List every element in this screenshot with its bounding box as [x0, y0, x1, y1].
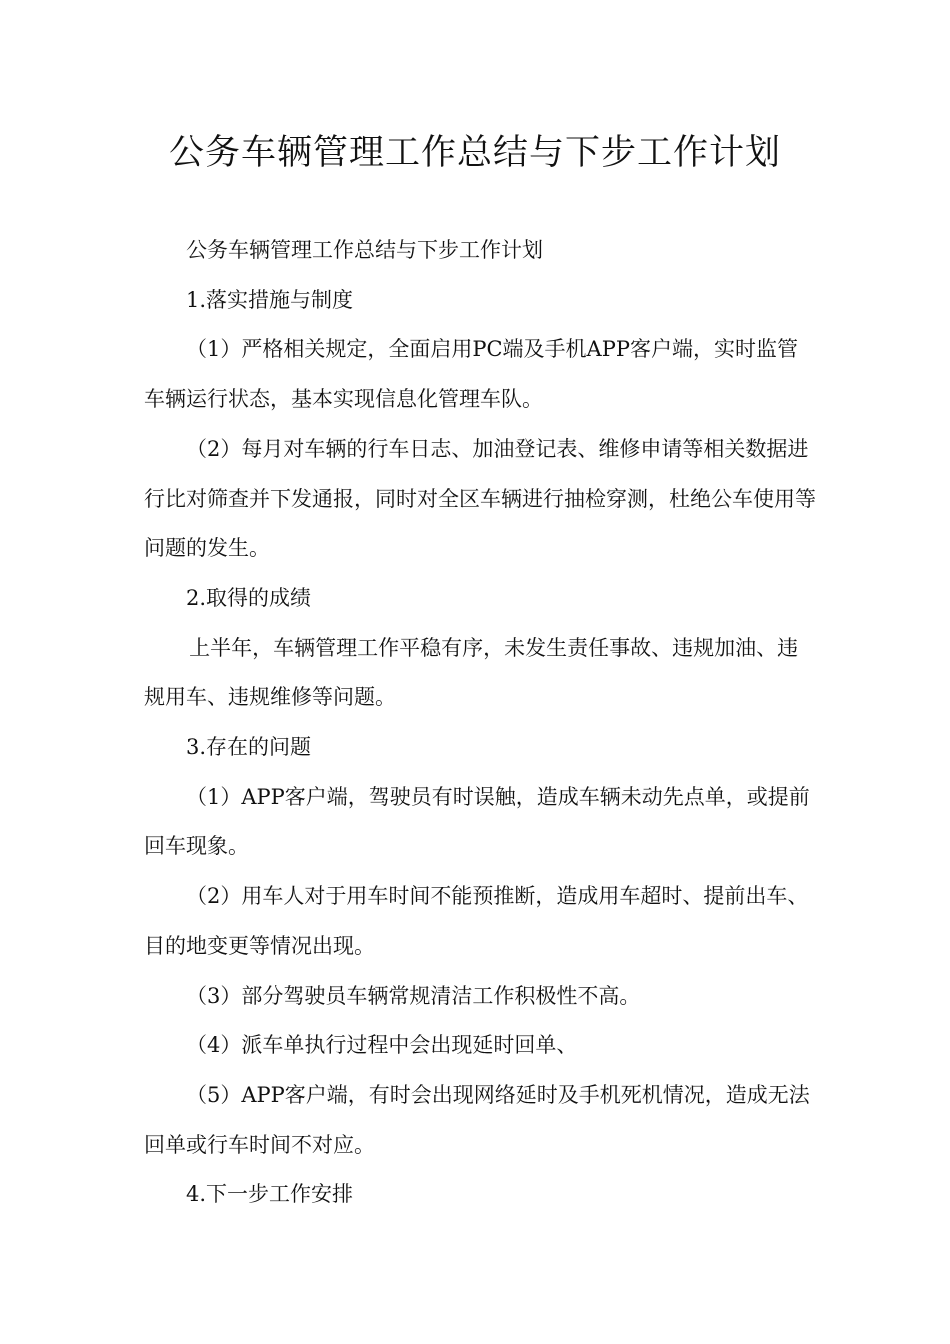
document-title: 公务车辆管理工作总结与下步工作计划 — [168, 133, 781, 173]
paragraph-1-2: （2）每月对车辆的行车日志、加油登记表、维修申请等相关数据进行比对筛查并下发通报，同时对全区车辆进行抽检穿测，杜绝公车使用等问题的发生。 — [144, 436, 816, 561]
section-heading-3: 3.存在的问题 — [186, 735, 312, 760]
paragraph-3-4: （4）派车单执行过程中会出现延时回单、 — [186, 1033, 578, 1058]
document-body — [144, 226, 816, 1220]
section-heading-4: 4.下一步工作安排 — [186, 1182, 354, 1207]
paragraph-3-1: （1）APP客户端，驾驶员有时误触，造成车辆未动先点单，或提前回车现象。 — [144, 784, 810, 859]
section-heading-2: 2.取得的成绩 — [186, 585, 312, 610]
section-heading-1: 1.落实措施与制度 — [186, 287, 354, 312]
paragraph-3-2: （2）用车人对于用车时间不能预推断，造成用车超时、提前出车、目的地变更等情况出现。 — [144, 884, 809, 958]
paragraph-subtitle: 公务车辆管理工作总结与下步工作计划 — [186, 238, 543, 262]
paragraph-3-5: （5）APP客户端，有时会出现网络延时及手机死机情况，造成无法回单或行车时间不对应。 — [144, 1082, 810, 1157]
paragraph-3-3: （3）部分驾驶员车辆常规清洁工作积极性不高。 — [186, 983, 641, 1008]
paragraph-1-1: （1）严格相关规定，全面启用PC端及手机APP客户端，实时监管车辆运行状态，基本实现信息化管理车队。 — [144, 337, 798, 412]
paragraph-2-1: 上半年，车辆管理工作平稳有序，未发生责任事故、违规加油、违规用车、违规维修等问题。 — [144, 635, 799, 710]
